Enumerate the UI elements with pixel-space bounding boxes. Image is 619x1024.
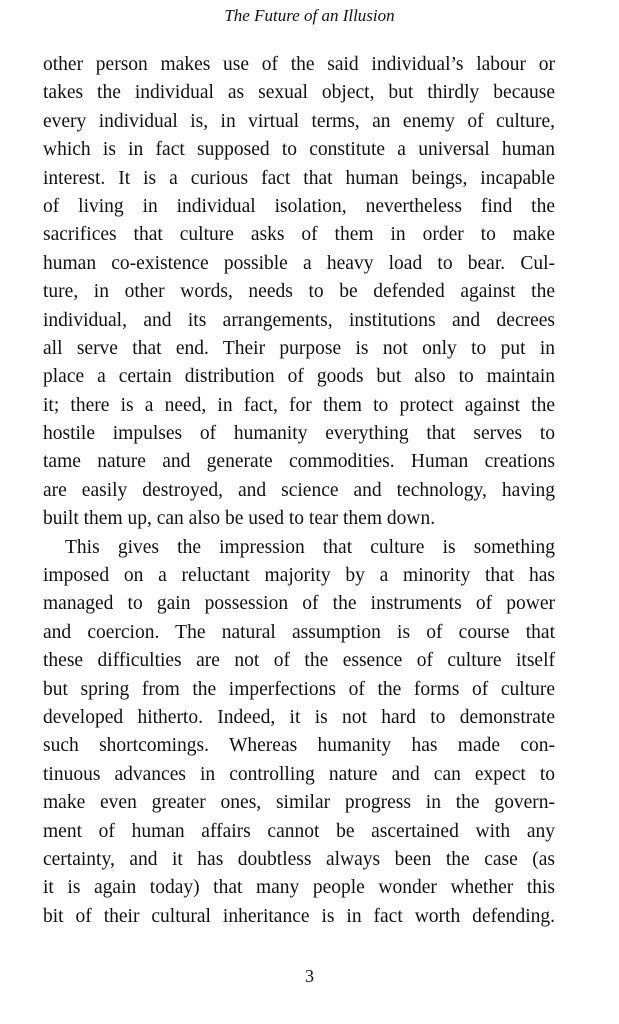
text-line: individual, and its arrangements, institutions and decrees — [43, 309, 555, 331]
text-line: make even greater ones, similar progress in the govern- — [43, 792, 555, 814]
text-line: tinuous advances in controlling nature and can expect to — [43, 763, 555, 785]
text-line: it is again today) that many people wonder whether this — [43, 877, 555, 899]
text-line: place a certain distribution of goods but also to maintain — [43, 366, 555, 388]
text-line: developed hitherto. Indeed, it is not hard to demonstrate — [43, 706, 555, 728]
paragraph-start-line: This gives the impression that culture is something — [65, 536, 555, 558]
text-line: such shortcomings. Whereas humanity has made con- — [43, 735, 555, 757]
text-line: ture, in other words, needs to be defended against the — [43, 281, 555, 303]
text-line: certainty, and it has doubtless always been the case (as — [43, 848, 555, 870]
paragraph-end-line: built them up, can also be used to tear them down. — [43, 508, 436, 530]
text-line: which is in fact supposed to constitute a universal human — [43, 139, 555, 161]
text-line: every individual is, in virtual terms, an enemy of culture, — [43, 110, 555, 132]
text-line: and coercion. The natural assumption is of course that — [43, 621, 555, 643]
text-line: these difficulties are not of the essence of culture itself — [43, 650, 555, 672]
text-line: are easily destroyed, and science and technology, having — [43, 479, 555, 501]
text-line: takes the individual as sexual object, but thirdly because — [43, 82, 555, 104]
text-line: all serve that end. Their purpose is not only to put in — [43, 337, 555, 359]
text-line: hostile impulses of humanity everything that serves to — [43, 423, 555, 445]
text-line: managed to gain possession of the instruments of power — [43, 593, 555, 615]
text-line: other person makes use of the said individual’s labour or — [43, 54, 555, 75]
text-line: imposed on a reluctant majority by a minority that has — [43, 565, 555, 587]
text-line: bit of their cultural inheritance is in fact worth defending. — [43, 905, 555, 927]
text-line: interest. It is a curious fact that human beings, incapable — [43, 167, 555, 189]
text-line: it; there is a need, in fact, for them to protect against the — [43, 394, 555, 416]
text-line: human co-existence possible a heavy load to bear. Cul- — [43, 252, 555, 274]
text-line: but spring from the imperfections of the forms of culture — [43, 678, 555, 700]
running-header: The Future of an Illusion — [224, 6, 395, 25]
page-number: 3 — [305, 966, 314, 986]
text-line: sacrifices that culture asks of them in order to make — [43, 224, 555, 246]
text-line: of living in individual isolation, nevertheless find the — [43, 195, 555, 217]
body-text — [43, 51, 555, 931]
text-line: tame nature and generate commodities. Human creations — [43, 451, 555, 473]
text-line: ment of human affairs cannot be ascertained with any — [43, 820, 555, 842]
